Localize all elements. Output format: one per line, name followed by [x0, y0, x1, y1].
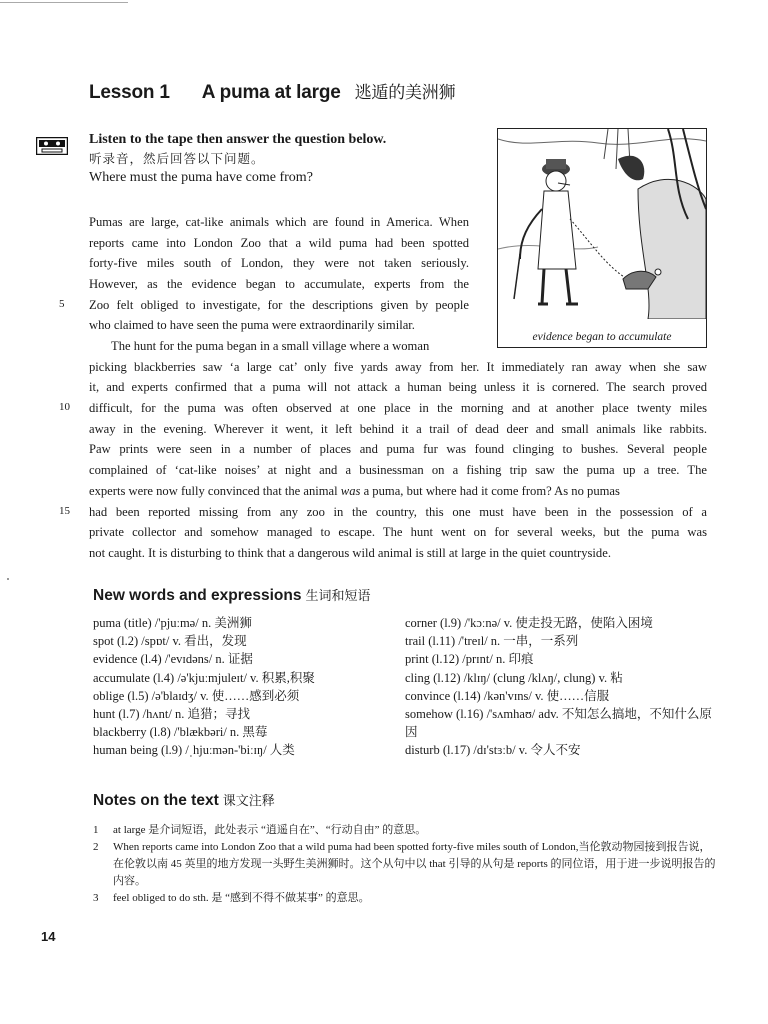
text-line: reports came into London Zoo that a wild puma had been spotted [89, 235, 469, 250]
question: Where must the puma have come from? [89, 170, 313, 185]
note-item: 2 When reports came into London Zoo that a wild puma had been spotted forty-five miles south of London,当伦敦动物园接到报告说，在伦敦以南 45 英里的地方发现一头野生美洲狮时。这个从句中以 that 引导的从句是 reports 的同位语，用于进一步说明报告的内容。 [93, 841, 716, 887]
vocab-item: cling (l.12) /klɪŋ/ (clung /klʌŋ/, clung) v. 粘 [405, 670, 623, 685]
vocab-item: print (l.12) /prɪnt/ n. 印痕 [405, 652, 534, 667]
text-line: private collector and somehow managed to escape. The hunt went on for several weeks, but the puma was [89, 525, 707, 540]
text-line: forty-five miles south of London, they were not taken seriously. [89, 256, 469, 271]
vocab-item: trail (l.11) /'treɪl/ n. 一串，一系列 [405, 634, 579, 649]
text-line: Zoo felt obliged to investigate, for the descriptions given by people [89, 297, 469, 312]
text-line: The hunt for the puma began in a small village where a woman [111, 339, 430, 353]
vocab-item: puma (title) /'pjuːmə/ n. 美洲狮 [93, 616, 252, 630]
margin-mark [7, 578, 9, 580]
vocab-item: evidence (l.4) /'evɪdəns/ n. 证据 [93, 652, 253, 667]
lesson-title-cn: 逃遁的美洲狮 [354, 83, 456, 103]
instruction-cn: 听录音，然后回答以下问题。 [89, 151, 265, 166]
instruction-en: Listen to the tape then answer the question below. [89, 132, 387, 147]
line-number: 5 [59, 298, 65, 310]
text-line: difficult, for the puma was often observed at one place in the morning and at another place twenty miles [89, 401, 707, 416]
text-line: had been reported missing from any zoo in the country, this one must have been in the possession of a [89, 504, 707, 519]
text-line: it, and experts confirmed that a puma will not attack a human being unless it is cornered. The search proved [89, 380, 707, 395]
vocabulary-list-right [405, 614, 715, 760]
cartoon-man-with-dog-icon [498, 129, 706, 319]
text-line: complained of ‘cat-like noises’ at night and a businessman on a fishing trip saw the puma up a tree. The [89, 463, 707, 478]
vocab-item: disturb (l.17) /dɪ'stɜːb/ v. 令人不安 [405, 743, 581, 758]
lesson-header [89, 78, 455, 104]
vocab-item: corner (l.9) /'kɔːnə/ v. 使走投无路，使陷入困境 [405, 616, 653, 630]
passage-paragraph-2 [89, 336, 707, 564]
vocabulary-list-left [93, 614, 383, 760]
text-line: However, as the evidence began to accumulate, experts from the [89, 277, 469, 292]
text-line: Paw prints were seen in a number of places and puma fur was found clinging to bushes. Several people [89, 442, 707, 457]
vocab-item: convince (l.14) /kən'vɪns/ v. 使……信服 [405, 688, 610, 703]
notes-heading: Notes on the text 课文注释 [93, 792, 275, 809]
passage-paragraph-1 [89, 212, 469, 336]
vocab-item: oblige (l.5) /ə'blaɪdʒ/ v. 使……感到必须 [93, 688, 300, 703]
lesson-number: Lesson 1 [89, 82, 170, 103]
text-line: picking blackberries saw ‘a large cat’ only five yards away from her. It immediately ran away when she saw [89, 359, 707, 374]
vocab-item: spot (l.2) /spɒt/ v. 看出，发现 [93, 634, 247, 649]
vocab-item: hunt (l.7) /hʌnt/ n. 追猎；寻找 [93, 707, 250, 722]
illustration [497, 128, 707, 348]
text-line: Pumas are large, cat-like animals which are found in America. When [89, 215, 469, 229]
line-number: 10 [59, 401, 70, 413]
text-line: who claimed to have seen the puma were extraordinarily similar. [89, 318, 415, 333]
vocabulary-heading: New words and expressions 生词和短语 [93, 587, 371, 604]
vocab-item: human being (l.9) /ˌhjuːmən-'biːɪŋ/ 人类 [93, 743, 295, 758]
text-line: away in the evening. Wherever it went, it left behind it a trail of dead deer and small animals like rabbits. [89, 421, 707, 436]
lesson-title: A puma at large [201, 82, 341, 103]
listening-instructions [89, 130, 484, 187]
vocab-item: accumulate (l.4) /ə'kjuːmjuleɪt/ v. 积累,积聚 [93, 670, 315, 685]
emphasis: was [340, 483, 361, 498]
text-line: experts were now fully convinced that the animal was a puma, but where had it come from? As no pumas [89, 483, 620, 498]
note-item: 1 at large 是介词短语，此处表示 “逍遥自在”、“行动自由” 的意思。 [93, 824, 427, 836]
cassette-tape-icon [36, 137, 68, 155]
top-rule [0, 2, 128, 3]
vocab-item: blackberry (l.8) /'blækbəri/ n. 黑莓 [93, 725, 268, 740]
line-number: 15 [59, 505, 70, 517]
page-number: 14 [41, 929, 56, 944]
note-item: 3 feel obliged to do sth. 是 “感到不得不做某事” 的意思。 [93, 892, 370, 904]
vocab-item: somehow (l.16) /'sʌmhaʊ/ adv. 不知怎么搞地，不知什么原因 [405, 707, 712, 740]
illustration-caption: evidence began to accumulate [532, 331, 672, 343]
text-line: not caught. It is disturbing to think that a dangerous wild animal is still at large in the quiet countryside. [89, 545, 611, 560]
notes-list [93, 822, 718, 907]
